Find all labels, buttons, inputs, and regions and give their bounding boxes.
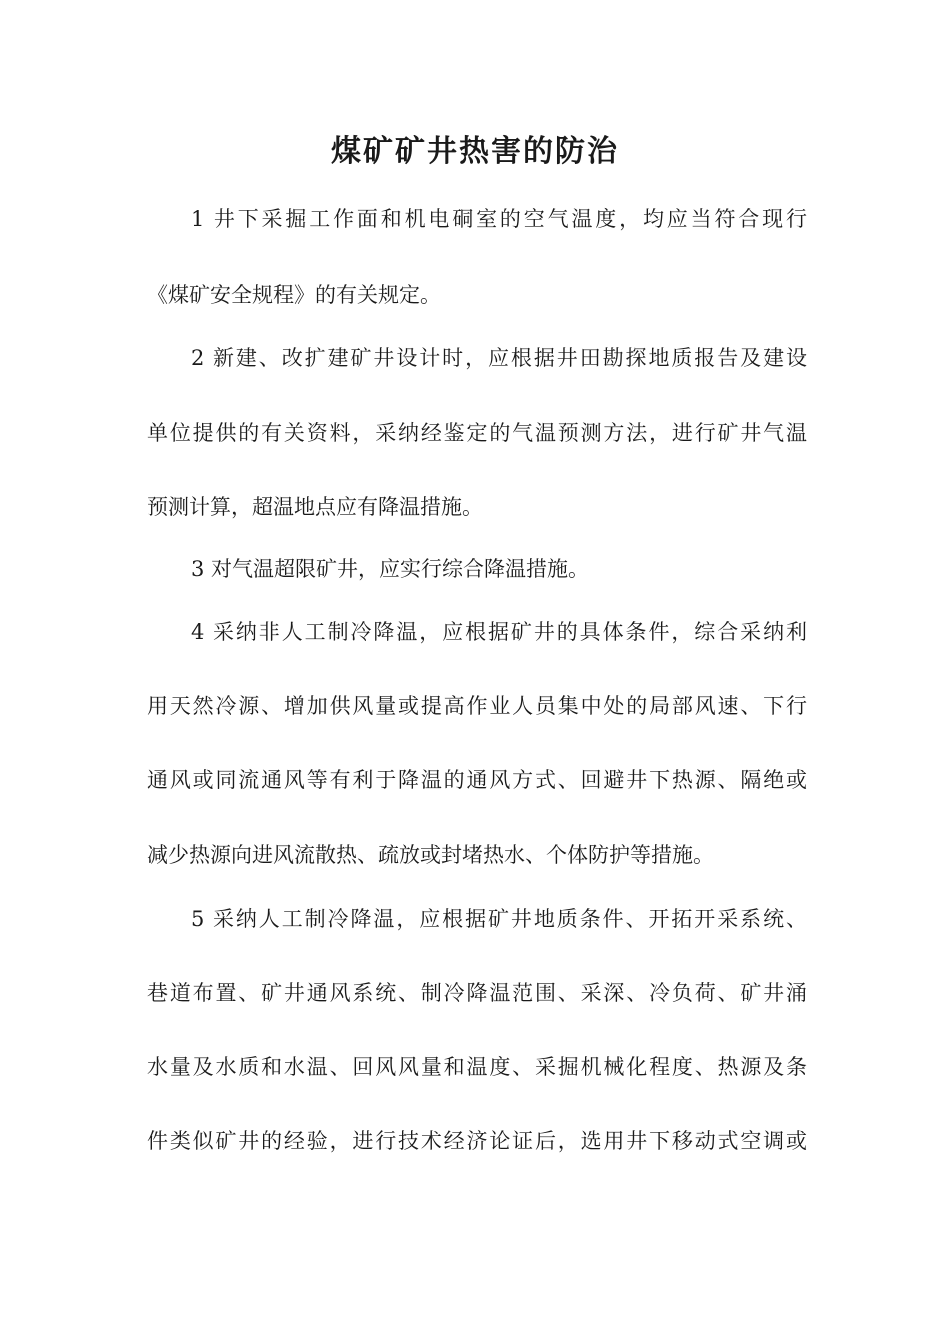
paragraph-4-line-1: 4 采纳非人工制冷降温，应根据矿井的具体条件，综合采纳利 (191, 620, 807, 644)
paragraph-5-line-3: 水量及水质和水温、回风风量和温度、采掘机械化程度、热源及条 (147, 1055, 807, 1079)
paragraph-3-line-1: 3 对气温超限矿井，应实行综合降温措施。 (191, 557, 590, 581)
paragraph-4-line-2: 用天然冷源、增加供风量或提高作业人员集中处的局部风速、下行 (147, 694, 807, 718)
paragraph-5-line-2: 巷道布置、矿井通风系统、制冷降温范围、采深、冷负荷、矿井涌 (147, 981, 807, 1005)
paragraph-5-line-1: 5 采纳人工制冷降温，应根据矿井地质条件、开拓开采系统、 (191, 907, 807, 931)
paragraph-2-line-1: 2 新建、改扩建矿井设计时，应根据井田勘探地质报告及建设 (191, 346, 807, 370)
paragraph-5-line-4: 件类似矿井的经验，进行技术经济论证后，选用井下移动式空调或 (147, 1129, 807, 1153)
paragraph-4-line-4: 减少热源向进风流散热、疏放或封堵热水、个体防护等措施。 (147, 843, 714, 867)
document-title: 煤矿矿井热害的防治 (331, 134, 619, 169)
paragraph-2-line-3: 预测计算，超温地点应有降温措施。 (147, 495, 483, 519)
paragraph-1-line-2: 《煤矿安全规程》的有关规定。 (147, 283, 441, 307)
paragraph-1-line-1: 1 井下采掘工作面和机电硐室的空气温度，均应当符合现行 (191, 207, 807, 231)
paragraph-4-line-3: 通风或同流通风等有利于降温的通风方式、回避井下热源、隔绝或 (147, 768, 807, 792)
paragraph-2-line-2: 单位提供的有关资料，采纳经鉴定的气温预测方法，进行矿井气温 (147, 421, 807, 445)
